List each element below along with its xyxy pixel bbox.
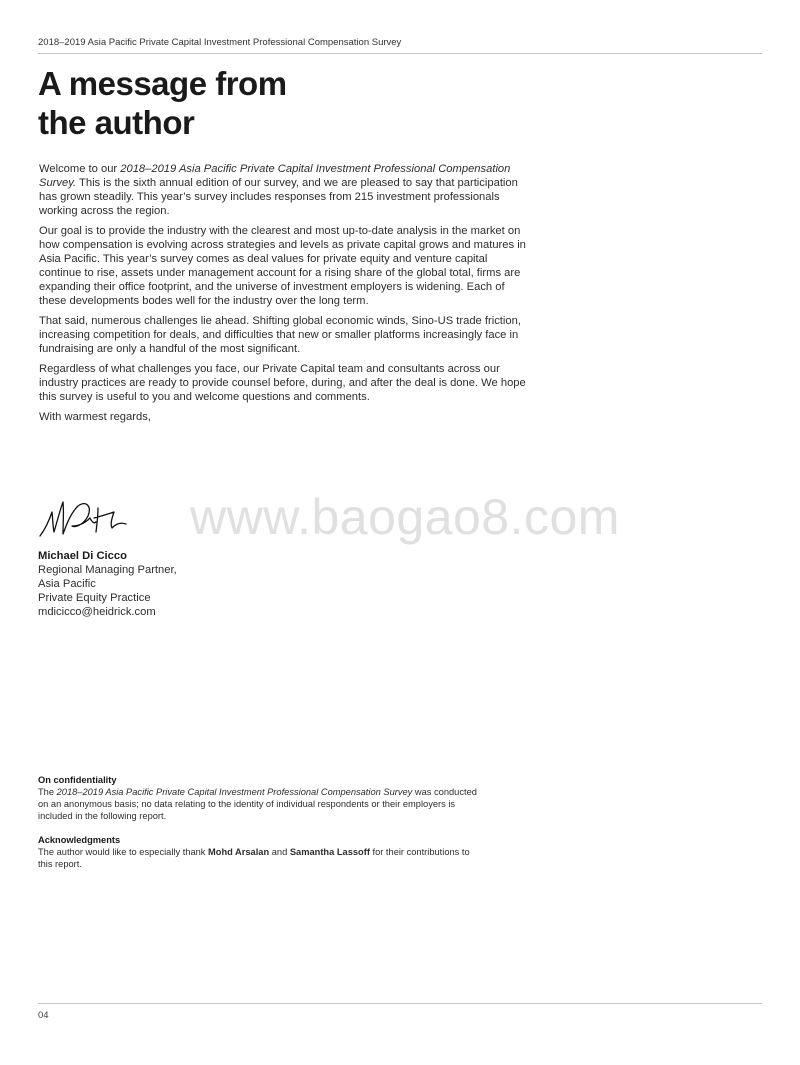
signature-image	[36, 492, 132, 542]
page-number: 04	[38, 1010, 49, 1021]
letter-p1-prefix: Welcome to our	[39, 163, 121, 175]
running-header: 2018–2019 Asia Pacific Private Capital Investment Professional Compensation Survey	[38, 37, 402, 48]
acknowledgments-heading: Acknowledgments	[38, 835, 121, 845]
letter-closing: With warmest regards,	[39, 411, 151, 423]
acknowledgments-text	[38, 846, 478, 870]
ack-and: and	[269, 847, 290, 857]
letter-paragraph-2: Our goal is to provide the industry with the clearest and most up-to-date analysis in the market on how compensation is evolving across strategies and levels as private capital grows and matures in Asia Pacific. This year’s survey comes as deal values for private equity and venture capital continue to rise, assets under management account for a rising share of the global total, firms are expanding their office footprint, and the universe of investment employers is widening. Each of these developments bodes well for the industry over the long term.	[39, 225, 526, 307]
confidentiality-note	[38, 774, 478, 822]
confidentiality-survey-title: 2018–2019 Asia Pacific Private Capital Investment Professional Compensation Survey	[56, 787, 413, 797]
confidentiality-prefix: The	[38, 787, 57, 797]
acknowledgments-note	[38, 834, 478, 870]
page-title-line-2: the author	[38, 104, 195, 141]
ack-name-1: Mohd Arsalan	[208, 847, 270, 857]
confidentiality-heading: On confidentiality	[38, 775, 117, 785]
watermark-text: www.baogao8.com	[190, 489, 620, 545]
author-signature-block	[38, 549, 177, 619]
author-email: mdicicco@heidrick.com	[38, 606, 156, 618]
ack-prefix: The author would like to especially thank	[38, 847, 209, 857]
confidentiality-text	[38, 786, 478, 822]
notes-section	[38, 774, 478, 882]
header-divider	[38, 53, 762, 54]
ack-name-2: Samantha Lassoff	[289, 847, 370, 857]
page-title	[38, 64, 287, 142]
author-role-line-1: Regional Managing Partner,	[38, 564, 177, 576]
letter-body	[39, 162, 529, 430]
letter-paragraph-1	[39, 162, 529, 218]
author-role-line-3: Private Equity Practice	[38, 592, 151, 604]
letter-paragraph-4: Regardless of what challenges you face, our Private Capital team and consultants across our industry practices are ready to provide counsel before, during, and after the deal is done. We hope this survey is useful to you and welcome questions and comments.	[39, 363, 526, 403]
letter-p1-suffix: This is the sixth annual edition of our survey, and we are pleased to say that participation has grown steadily. This year’s survey includes responses from 215 investment professionals working across the region.	[39, 177, 518, 217]
footer-divider	[38, 1003, 762, 1004]
confidentiality-suffix: was conducted on an anonymous basis; no data relating to the identity of individual respondents or their employers is included in the following report.	[38, 787, 477, 821]
survey-title-italic: 2018–2019 Asia Pacific Private Capital Investment Professional Compensation Survey.	[39, 163, 511, 189]
letter-paragraph-3: That said, numerous challenges lie ahead. Shifting global economic winds, Sino-US trade friction, increasing competition for deals, and difficulties that new or smaller platforms increasingly face in fundraising are only a handful of the most significant.	[39, 315, 521, 355]
author-role-line-2: Asia Pacific	[38, 578, 96, 590]
ack-suffix: for their contributions to this report.	[38, 847, 470, 869]
author-name: Michael Di Cicco	[38, 550, 127, 562]
page-title-line-1: A message from	[38, 65, 287, 102]
